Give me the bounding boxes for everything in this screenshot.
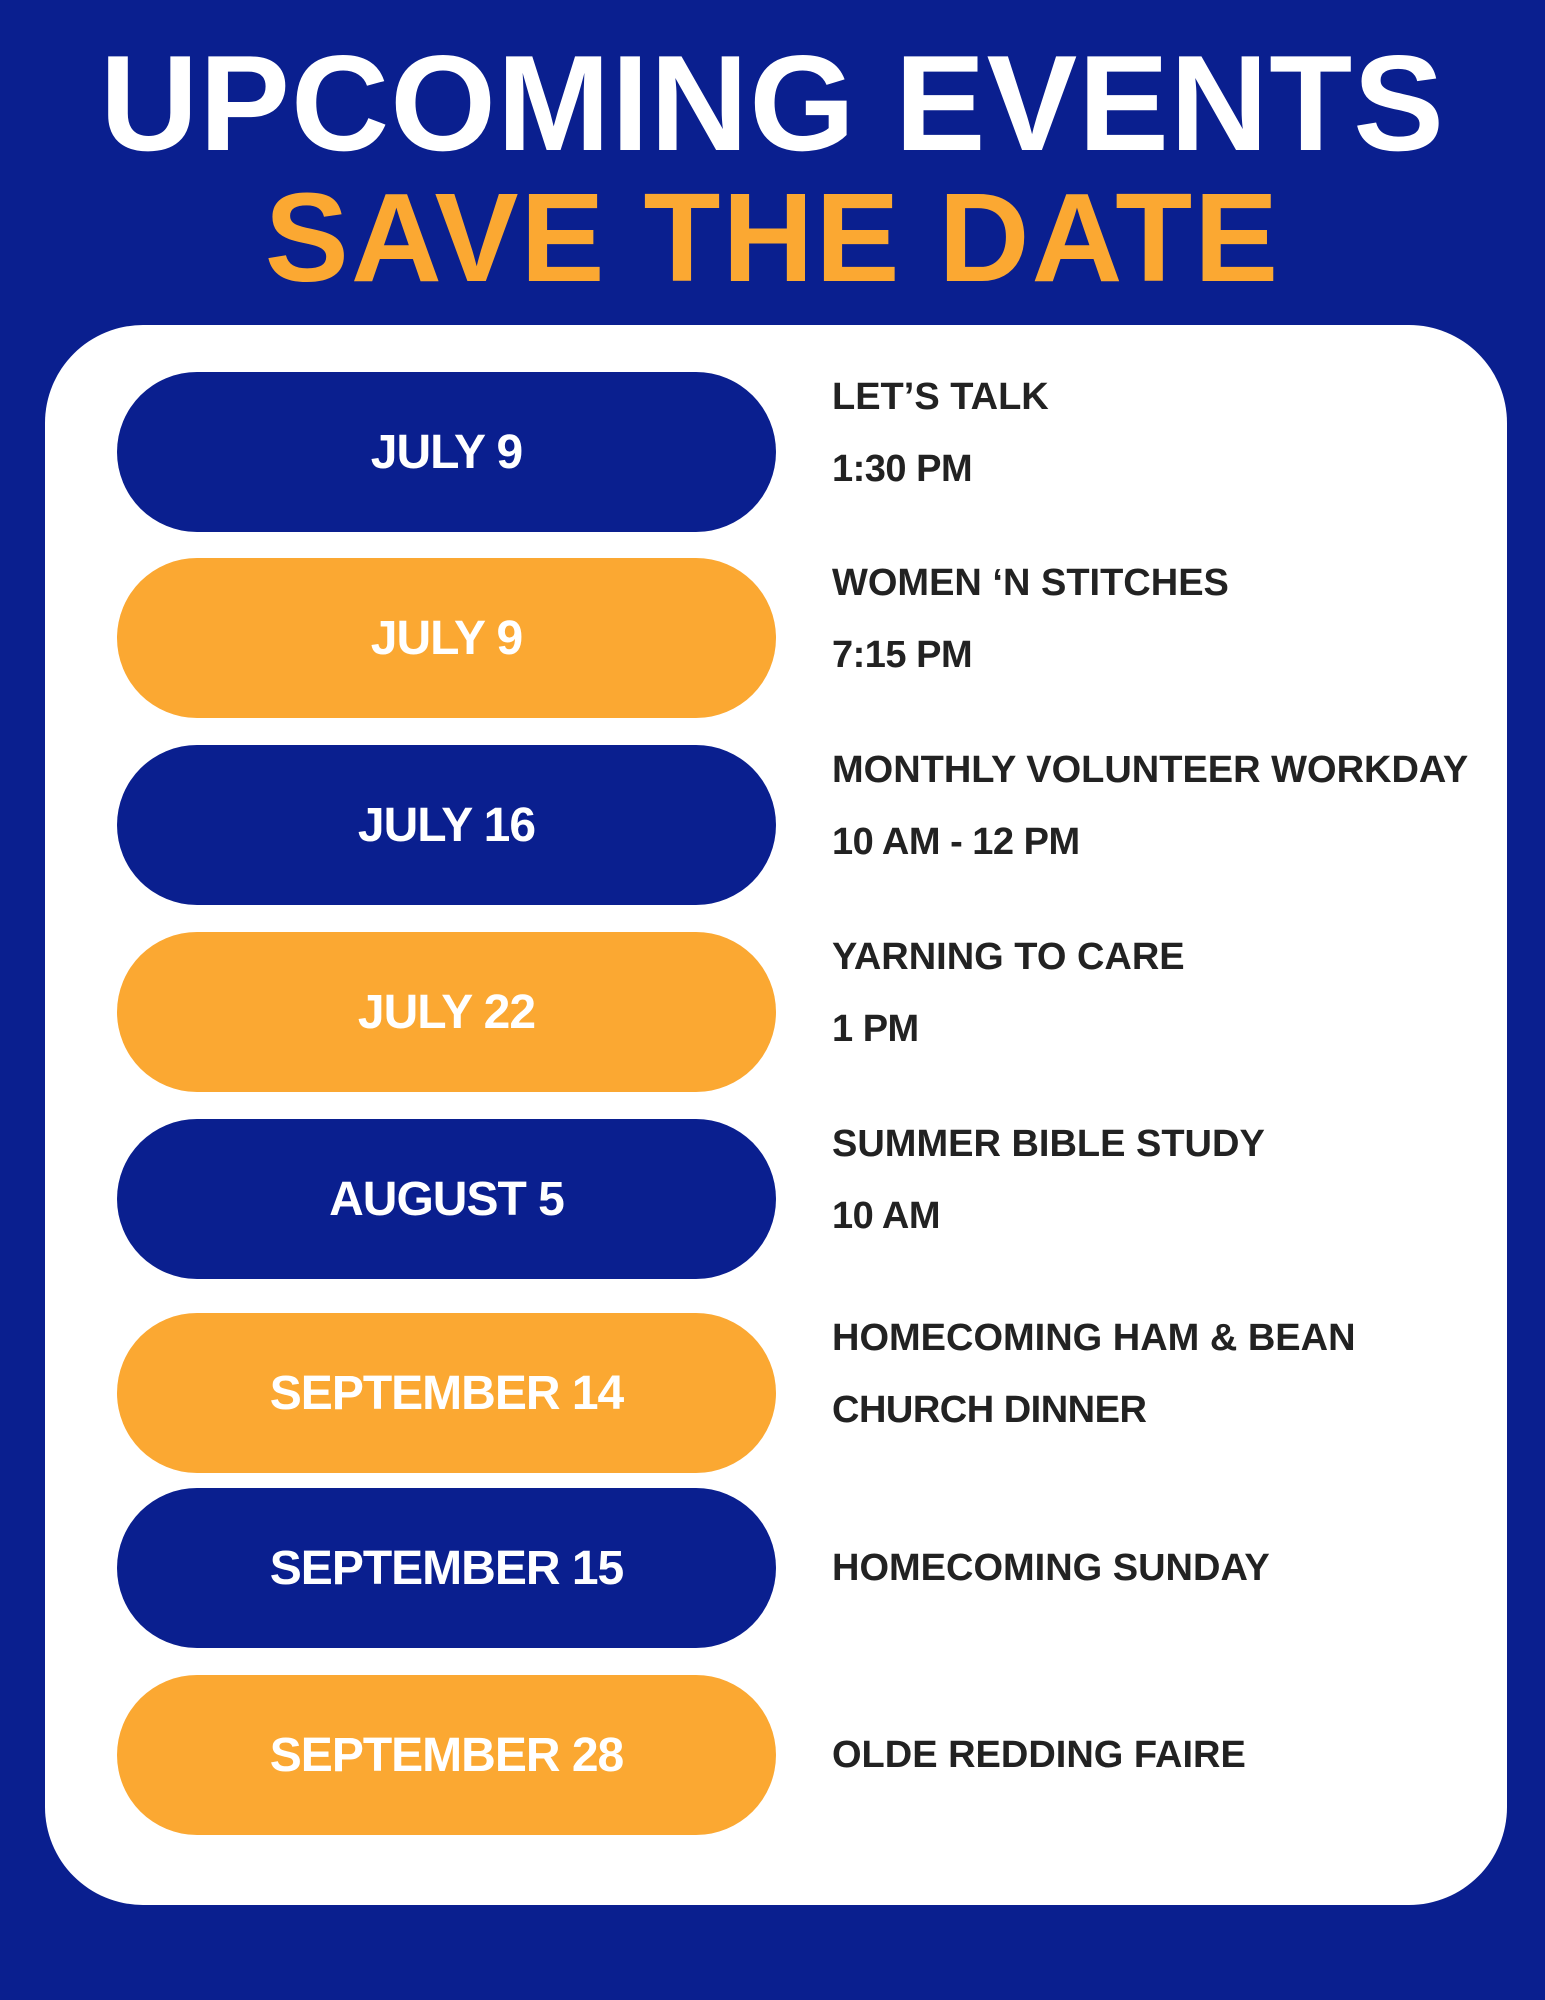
event-time: 1:30 PM	[832, 448, 973, 490]
events-card	[45, 325, 1507, 1905]
event-time: 7:15 PM	[832, 634, 973, 676]
event-date-pill: SEPTEMBER 14	[117, 1313, 776, 1473]
event-date-pill: SEPTEMBER 28	[117, 1675, 776, 1835]
event-info	[832, 932, 1492, 1092]
event-name: YARNING TO CARE	[832, 936, 1185, 978]
event-date-pill: JULY 16	[117, 745, 776, 905]
event-row	[45, 372, 1507, 532]
event-time: 10 AM - 12 PM	[832, 821, 1080, 863]
page-subtitle: SAVE THE DATE	[264, 167, 1281, 308]
event-row	[45, 1675, 1507, 1835]
event-name: WOMEN ‘N STITCHES	[832, 562, 1229, 604]
page-title: UPCOMING EVENTS	[100, 27, 1445, 179]
event-row	[45, 1488, 1507, 1648]
event-detail: CHURCH DINNER	[832, 1389, 1147, 1431]
event-info	[832, 1488, 1492, 1648]
event-info	[832, 372, 1492, 532]
event-date-pill: JULY 9	[117, 372, 776, 532]
event-name: OLDE REDDING FAIRE	[832, 1734, 1246, 1776]
event-info	[832, 1675, 1492, 1835]
event-info	[832, 745, 1492, 905]
event-time: 10 AM	[832, 1195, 941, 1237]
event-name: HOMECOMING SUNDAY	[832, 1547, 1270, 1589]
event-name: SUMMER BIBLE STUDY	[832, 1123, 1265, 1165]
event-row	[45, 1313, 1507, 1473]
event-info	[832, 1313, 1492, 1473]
event-row	[45, 1119, 1507, 1279]
event-info	[832, 558, 1492, 718]
event-name: MONTHLY VOLUNTEER WORKDAY	[832, 749, 1469, 791]
event-row	[45, 558, 1507, 718]
event-info	[832, 1119, 1492, 1279]
event-date-pill: AUGUST 5	[117, 1119, 776, 1279]
event-row	[45, 932, 1507, 1092]
event-date-pill: SEPTEMBER 15	[117, 1488, 776, 1648]
event-date-pill: JULY 9	[117, 558, 776, 718]
event-row	[45, 745, 1507, 905]
event-time: 1 PM	[832, 1008, 919, 1050]
event-name: LET’S TALK	[832, 376, 1049, 418]
event-date-pill: JULY 22	[117, 932, 776, 1092]
event-name: HOMECOMING HAM & BEAN	[832, 1317, 1356, 1359]
